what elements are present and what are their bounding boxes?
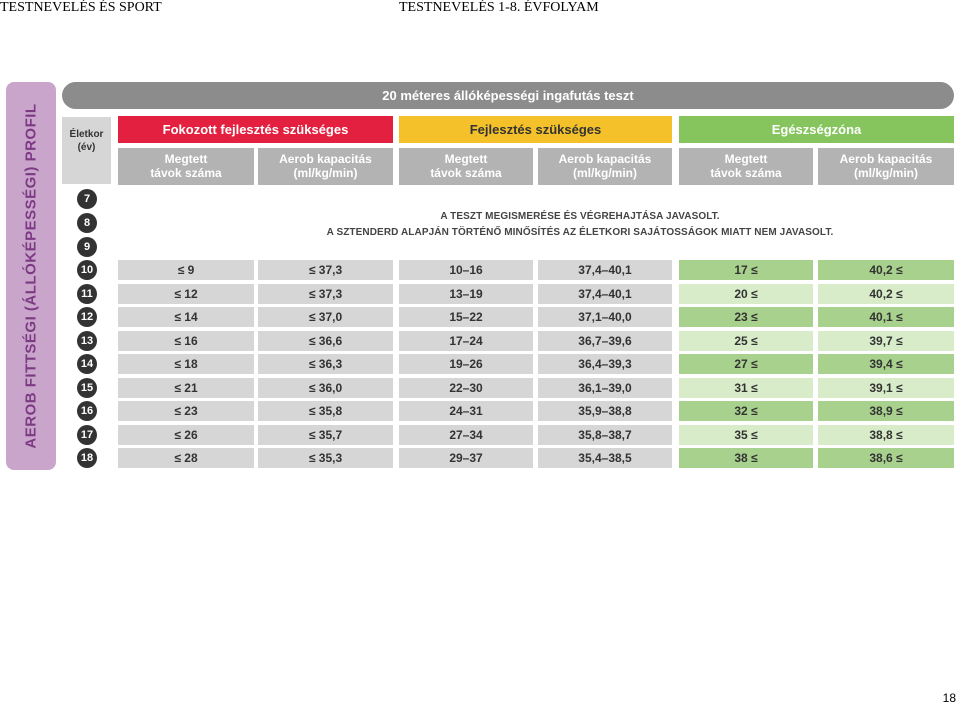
- subheader-line2: (ml/kg/min): [853, 165, 918, 180]
- cell-capacity-yellow: 36,4–39,3: [538, 354, 672, 374]
- page-number: 18: [942, 691, 956, 705]
- subheader-line1: Aerob kapacitás: [558, 151, 652, 166]
- cell-capacity-red: ≤ 35,7: [258, 425, 393, 445]
- cell-capacity-red: ≤ 35,8: [258, 401, 393, 421]
- subheader-line1: Megtett: [724, 151, 768, 166]
- age-badge: 9: [77, 237, 97, 257]
- cell-capacity-green: 38,6 ≤: [818, 448, 954, 468]
- age-badge: 16: [77, 401, 97, 421]
- category-development: Fejlesztés szükséges: [399, 116, 672, 143]
- subheader-aerobic-capacity: [258, 148, 393, 185]
- cell-laps-red: ≤ 12: [118, 284, 254, 304]
- page-header-subject: TESTNEVELÉS ÉS SPORT: [0, 0, 162, 15]
- cell-capacity-green: 39,4 ≤: [818, 354, 954, 374]
- cell-laps-yellow: 27–34: [399, 425, 533, 445]
- cell-capacity-red: ≤ 37,3: [258, 284, 393, 304]
- category-health-zone: Egészségzóna: [679, 116, 954, 143]
- age-header-line2: (év): [77, 141, 96, 153]
- age-badge: 11: [77, 284, 97, 304]
- cell-capacity-yellow: 37,4–40,1: [538, 260, 672, 280]
- cell-capacity-red: ≤ 37,0: [258, 307, 393, 327]
- cell-laps-yellow: 29–37: [399, 448, 533, 468]
- profile-sidebar: [6, 82, 56, 470]
- cell-capacity-yellow: 35,4–38,5: [538, 448, 672, 468]
- subheader-line2: (ml/kg/min): [572, 165, 637, 180]
- page-header-grade: TESTNEVELÉS 1-8. ÉVFOLYAM: [399, 0, 599, 15]
- subheader-line2: távok száma: [150, 165, 222, 180]
- cell-laps-yellow: 13–19: [399, 284, 533, 304]
- note-line-1: A TESZT MEGISMERÉSE ÉS VÉGREHAJTÁSA JAVASOLT.: [440, 211, 720, 222]
- age-badge: 13: [77, 331, 97, 351]
- note-line-2: A SZTENDERD ALAPJÁN TÖRTÉNŐ MINŐSÍTÉS AZ ÉLETKORI SAJÁTOSSÁGOK MIATT NEM JAVASOLT.: [326, 227, 834, 238]
- subheader-line1: Aerob kapacitás: [279, 151, 372, 166]
- cell-capacity-green: 39,7 ≤: [818, 331, 954, 351]
- cell-laps-green: 31 ≤: [679, 378, 813, 398]
- cell-laps-red: ≤ 23: [118, 401, 254, 421]
- subheader-line1: Megtett: [164, 151, 208, 166]
- subheader-aerobic-capacity: [538, 148, 672, 185]
- table-title: 20 méteres állóképességi ingafutás teszt: [62, 82, 954, 109]
- cell-capacity-green: 39,1 ≤: [818, 378, 954, 398]
- cell-laps-yellow: 19–26: [399, 354, 533, 374]
- cell-laps-red: ≤ 9: [118, 260, 254, 280]
- cell-laps-green: 20 ≤: [679, 284, 813, 304]
- cell-capacity-green: 40,1 ≤: [818, 307, 954, 327]
- age-badge: 17: [77, 425, 97, 445]
- cell-capacity-yellow: 37,1–40,0: [538, 307, 672, 327]
- subheader-laps: [118, 148, 254, 185]
- subheader-line2: (ml/kg/min): [293, 165, 358, 180]
- cell-capacity-yellow: 37,4–40,1: [538, 284, 672, 304]
- cell-laps-yellow: 17–24: [399, 331, 533, 351]
- cell-capacity-red: ≤ 36,6: [258, 331, 393, 351]
- subheader-line1: Aerob kapacitás: [839, 151, 933, 166]
- cell-capacity-green: 40,2 ≤: [818, 260, 954, 280]
- sidebar-label: AEROB FITTSÉGI (ÁLLÓKÉPESSÉGI) PROFIL: [22, 103, 40, 449]
- cell-laps-green: 25 ≤: [679, 331, 813, 351]
- cell-laps-red: ≤ 14: [118, 307, 254, 327]
- age-column-header: [62, 117, 111, 184]
- subheader-laps: [679, 148, 813, 185]
- cell-capacity-green: 38,8 ≤: [818, 425, 954, 445]
- subheader-line2: távok száma: [430, 165, 502, 180]
- cell-capacity-red: ≤ 36,0: [258, 378, 393, 398]
- cell-laps-yellow: 10–16: [399, 260, 533, 280]
- age-badge: 8: [77, 213, 97, 233]
- age-badge: 10: [77, 260, 97, 280]
- age-header-line1: Életkor: [69, 129, 104, 140]
- cell-laps-green: 35 ≤: [679, 425, 813, 445]
- cell-capacity-green: 40,2 ≤: [818, 284, 954, 304]
- cell-laps-green: 27 ≤: [679, 354, 813, 374]
- cell-laps-red: ≤ 28: [118, 448, 254, 468]
- age-badge: 7: [77, 189, 97, 209]
- age-badge: 14: [77, 354, 97, 374]
- cell-laps-red: ≤ 18: [118, 354, 254, 374]
- cell-laps-red: ≤ 16: [118, 331, 254, 351]
- age-badge: 12: [77, 307, 97, 327]
- subheader-line2: távok száma: [710, 165, 782, 180]
- cell-laps-green: 32 ≤: [679, 401, 813, 421]
- cell-capacity-yellow: 36,7–39,6: [538, 331, 672, 351]
- age-badge: 18: [77, 448, 97, 468]
- age-badge: 15: [77, 378, 97, 398]
- cell-capacity-red: ≤ 36,3: [258, 354, 393, 374]
- cell-laps-yellow: 22–30: [399, 378, 533, 398]
- cell-capacity-yellow: 36,1–39,0: [538, 378, 672, 398]
- subheader-aerobic-capacity: [818, 148, 954, 185]
- cell-laps-green: 17 ≤: [679, 260, 813, 280]
- cell-capacity-yellow: 35,8–38,7: [538, 425, 672, 445]
- cell-capacity-green: 38,9 ≤: [818, 401, 954, 421]
- cell-laps-red: ≤ 26: [118, 425, 254, 445]
- category-intensive-development: Fokozott fejlesztés szükséges: [118, 116, 393, 143]
- cell-laps-green: 23 ≤: [679, 307, 813, 327]
- cell-capacity-red: ≤ 35,3: [258, 448, 393, 468]
- subheader-line1: Megtett: [444, 151, 488, 166]
- cell-capacity-red: ≤ 37,3: [258, 260, 393, 280]
- cell-laps-green: 38 ≤: [679, 448, 813, 468]
- cell-laps-yellow: 15–22: [399, 307, 533, 327]
- cell-laps-red: ≤ 21: [118, 378, 254, 398]
- cell-laps-yellow: 24–31: [399, 401, 533, 421]
- subheader-laps: [399, 148, 533, 185]
- cell-capacity-yellow: 35,9–38,8: [538, 401, 672, 421]
